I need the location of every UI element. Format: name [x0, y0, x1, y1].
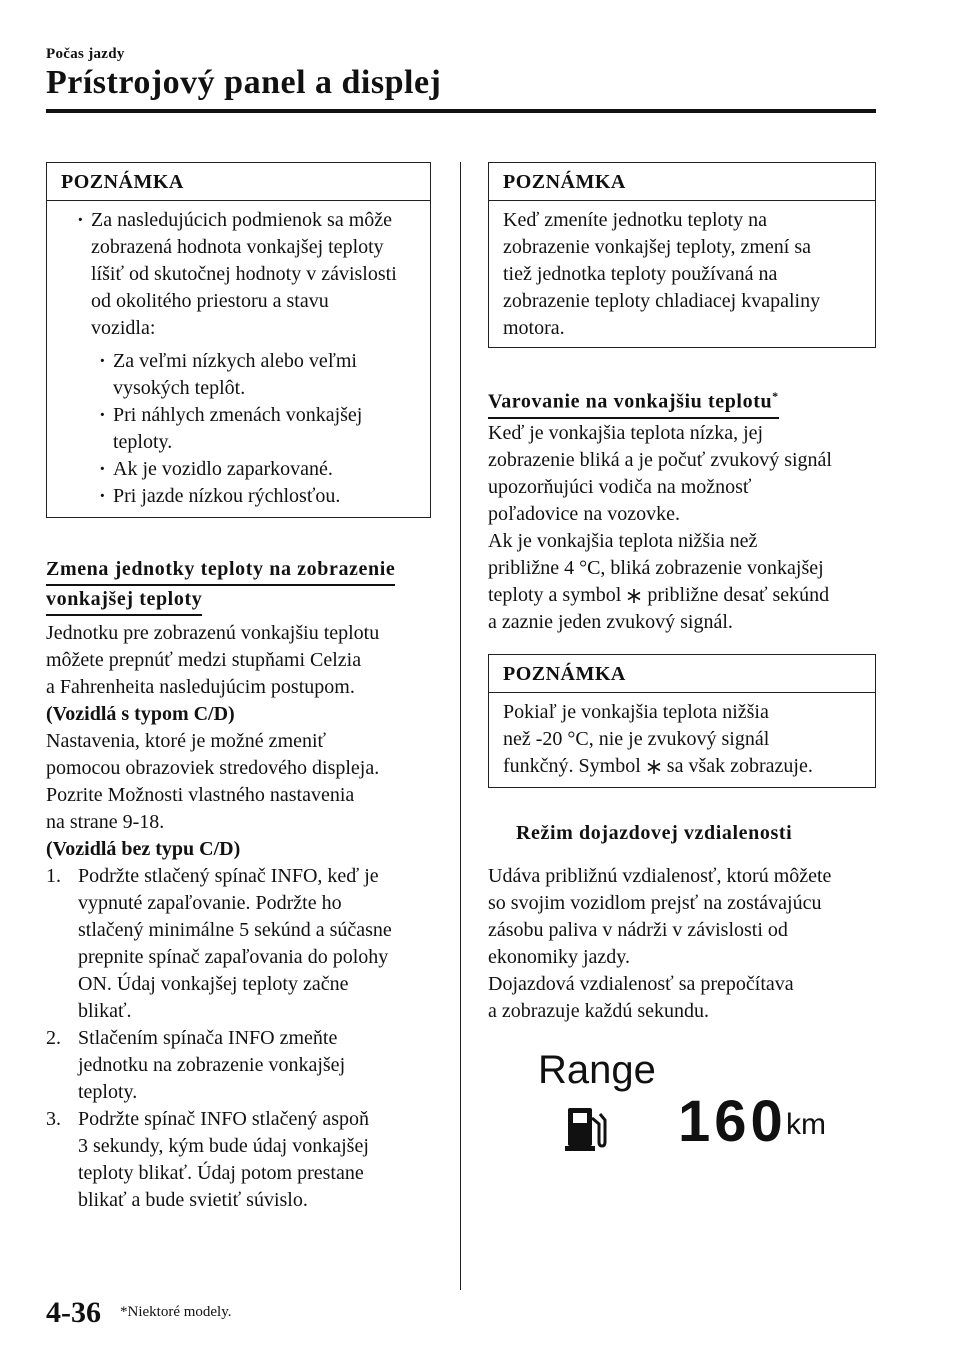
note-line: · Ak je vozidlo zaparkované. [113, 458, 333, 480]
text-line: blikať a bude svietiť súvislo. [78, 1189, 308, 1211]
text-line: Udáva približnú vzdialenosť, ktorú môžete [488, 865, 832, 887]
step-number: 2. [46, 1027, 61, 1049]
note-line: zobrazenie teploty chladiacej kvapaliny [503, 290, 821, 312]
text-line: Keď je vonkajšia teplota nízka, jej [488, 422, 764, 444]
text-line: a Fahrenheita nasledujúcim postupom. [46, 676, 355, 698]
fuel-pump-icon [564, 1100, 608, 1160]
heading-line: Zmena jednotky teploty na zobrazenie [46, 556, 395, 586]
section-heading-warning [488, 383, 779, 419]
text-line: Jednotku pre zobrazenú vonkajšiu teplotu [46, 622, 380, 644]
footnote: *Niektoré modely. [120, 1304, 232, 1320]
note-body [489, 201, 875, 352]
footnote-mark: * [772, 389, 779, 403]
note-line: Pokiaľ je vonkajšia teplota nižšia [503, 701, 769, 723]
heading-text: Varovanie na vonkajšiu teplotu [488, 390, 773, 413]
note-body [47, 201, 430, 520]
text-line: Podržte stlačený spínač INFO, keď je [78, 865, 379, 887]
heading-line: vonkajšej teploty [46, 586, 202, 616]
warning-text [488, 420, 888, 636]
page-number: 4-36 [46, 1296, 101, 1329]
snowflake-icon [626, 588, 642, 604]
title-rule [46, 109, 876, 113]
note-line: zobrazená hodnota vonkajšej teploty [91, 236, 384, 258]
note-box-unit-change [488, 162, 876, 348]
note-line: než -20 °C, nie je zvukový signál [503, 728, 770, 750]
text-fragment: približne desať sekúnd [647, 584, 830, 606]
note-bullet [61, 207, 416, 342]
text-line: a zaznie jeden zvukový signál. [488, 611, 733, 633]
text-line: približne 4 °C, bliká zobrazenie vonkajšej [488, 557, 824, 579]
subheading: (Vozidlá bez typu C/D) [46, 838, 241, 860]
text-line: Ak je vonkajšia teplota nižšia než [488, 530, 758, 552]
column-divider [460, 162, 461, 1290]
section-heading-unit [46, 556, 426, 616]
note-heading: POZNÁMKA [503, 171, 626, 193]
text-line: na strane 9-18. [46, 811, 165, 833]
range-unit: km [786, 1108, 826, 1141]
step-number: 1. [46, 865, 61, 887]
text-line: so svojim vozidlom prejsť na zostávajúcu [488, 892, 822, 914]
text-line: prepnite spínač zapaľovania do polohy [78, 946, 389, 968]
text-line: poľadovice na vozovke. [488, 503, 680, 525]
note-sub-bullet [61, 402, 416, 456]
text-line: a zobrazuje každú sekundu. [488, 1000, 710, 1022]
range-label: Range [538, 1048, 656, 1092]
step-item [46, 863, 446, 1025]
snowflake-icon [646, 759, 662, 775]
range-display [520, 1040, 850, 1160]
note-line: motora. [503, 317, 565, 339]
note-body [489, 693, 875, 790]
section-heading-range: Režim dojazdovej vzdialenosti [516, 822, 793, 844]
text-line: 3 sekundy, kým bude údaj vonkajšej [78, 1135, 369, 1157]
subheading: (Vozidlá s typom C/D) [46, 703, 235, 725]
text-line: môžete prepnúť medzi stupňami Celzia [46, 649, 362, 671]
note-line: zobrazenie vonkajšej teploty, zmení sa [503, 236, 812, 258]
note-line: líšiť od skutočnej hodnoty v závislosti [91, 263, 397, 285]
text-line: teploty blikať. Údaj potom prestane [78, 1162, 364, 1184]
text-fragment: teploty a symbol [488, 584, 622, 606]
note-sub-bullet [61, 348, 416, 402]
text-line: ON. Údaj vonkajšej teploty začne [78, 973, 349, 995]
note-sub-bullet [61, 483, 416, 510]
text-line: Podržte spínač INFO stlačený aspoň [78, 1108, 370, 1130]
text-line: ekonomiky jazdy. [488, 946, 631, 968]
note-box-low-temp [488, 654, 876, 788]
note-sub-bullet [61, 456, 416, 483]
text-line: pomocou obrazoviek stredového displeja. [46, 757, 380, 779]
note-line: · Pri jazde nízkou rýchlosťou. [113, 485, 341, 507]
range-text [488, 863, 888, 1025]
text-line: vypnuté zapaľovanie. Podržte ho [78, 892, 342, 914]
text-line: blikať. [78, 1000, 132, 1022]
text-line: Stlačením spínača INFO zmeňte [78, 1027, 338, 1049]
text-line [488, 582, 888, 609]
text-line: zobrazenie bliká a je počuť zvukový signál [488, 449, 832, 471]
text-fragment: funkčný. Symbol [503, 755, 641, 777]
note-box-conditions [46, 162, 431, 518]
note-heading: POZNÁMKA [61, 171, 184, 193]
text-line: stlačený minimálne 5 sekúnd a súčasne [78, 919, 392, 941]
note-line: vozidla: [91, 317, 156, 339]
note-line [503, 753, 861, 780]
text-line: upozorňujúci vodiča na možnosť [488, 476, 752, 498]
range-value: 160 [678, 1089, 787, 1154]
note-line: · Za nasledujúcich podmienok sa môže [91, 209, 393, 231]
note-line: vysokých teplôt. [113, 377, 246, 399]
page-title: Prístrojový panel a displej [46, 64, 442, 101]
text-line: Pozrite Možnosti vlastného nastavenia [46, 784, 355, 806]
text-line: Nastavenia, ktoré je možné zmeniť [46, 730, 327, 752]
text-line: zásobu paliva v nádrži v závislosti od [488, 919, 788, 941]
text-line: jednotku na zobrazenie vonkajšej [78, 1054, 346, 1076]
note-line: tiež jednotka teploty používaná na [503, 263, 778, 285]
section-label: Počas jazdy [46, 46, 125, 62]
text-line: Dojazdová vzdialenosť sa prepočítava [488, 973, 794, 995]
note-heading: POZNÁMKA [503, 663, 626, 685]
step-item [46, 1106, 446, 1214]
unit-instructions [46, 620, 446, 1214]
text-fragment: sa však zobrazuje. [666, 755, 813, 777]
text-line: teploty. [78, 1081, 138, 1103]
note-line: teploty. [113, 431, 173, 453]
note-line: · Za veľmi nízkych alebo veľmi [113, 350, 357, 372]
note-line: · Pri náhlych zmenách vonkajšej [113, 404, 363, 426]
step-item [46, 1025, 446, 1106]
note-line: od okolitého priestoru a stavu [91, 290, 329, 312]
note-line: Keď zmeníte jednotku teploty na [503, 209, 767, 231]
step-number: 3. [46, 1108, 61, 1130]
